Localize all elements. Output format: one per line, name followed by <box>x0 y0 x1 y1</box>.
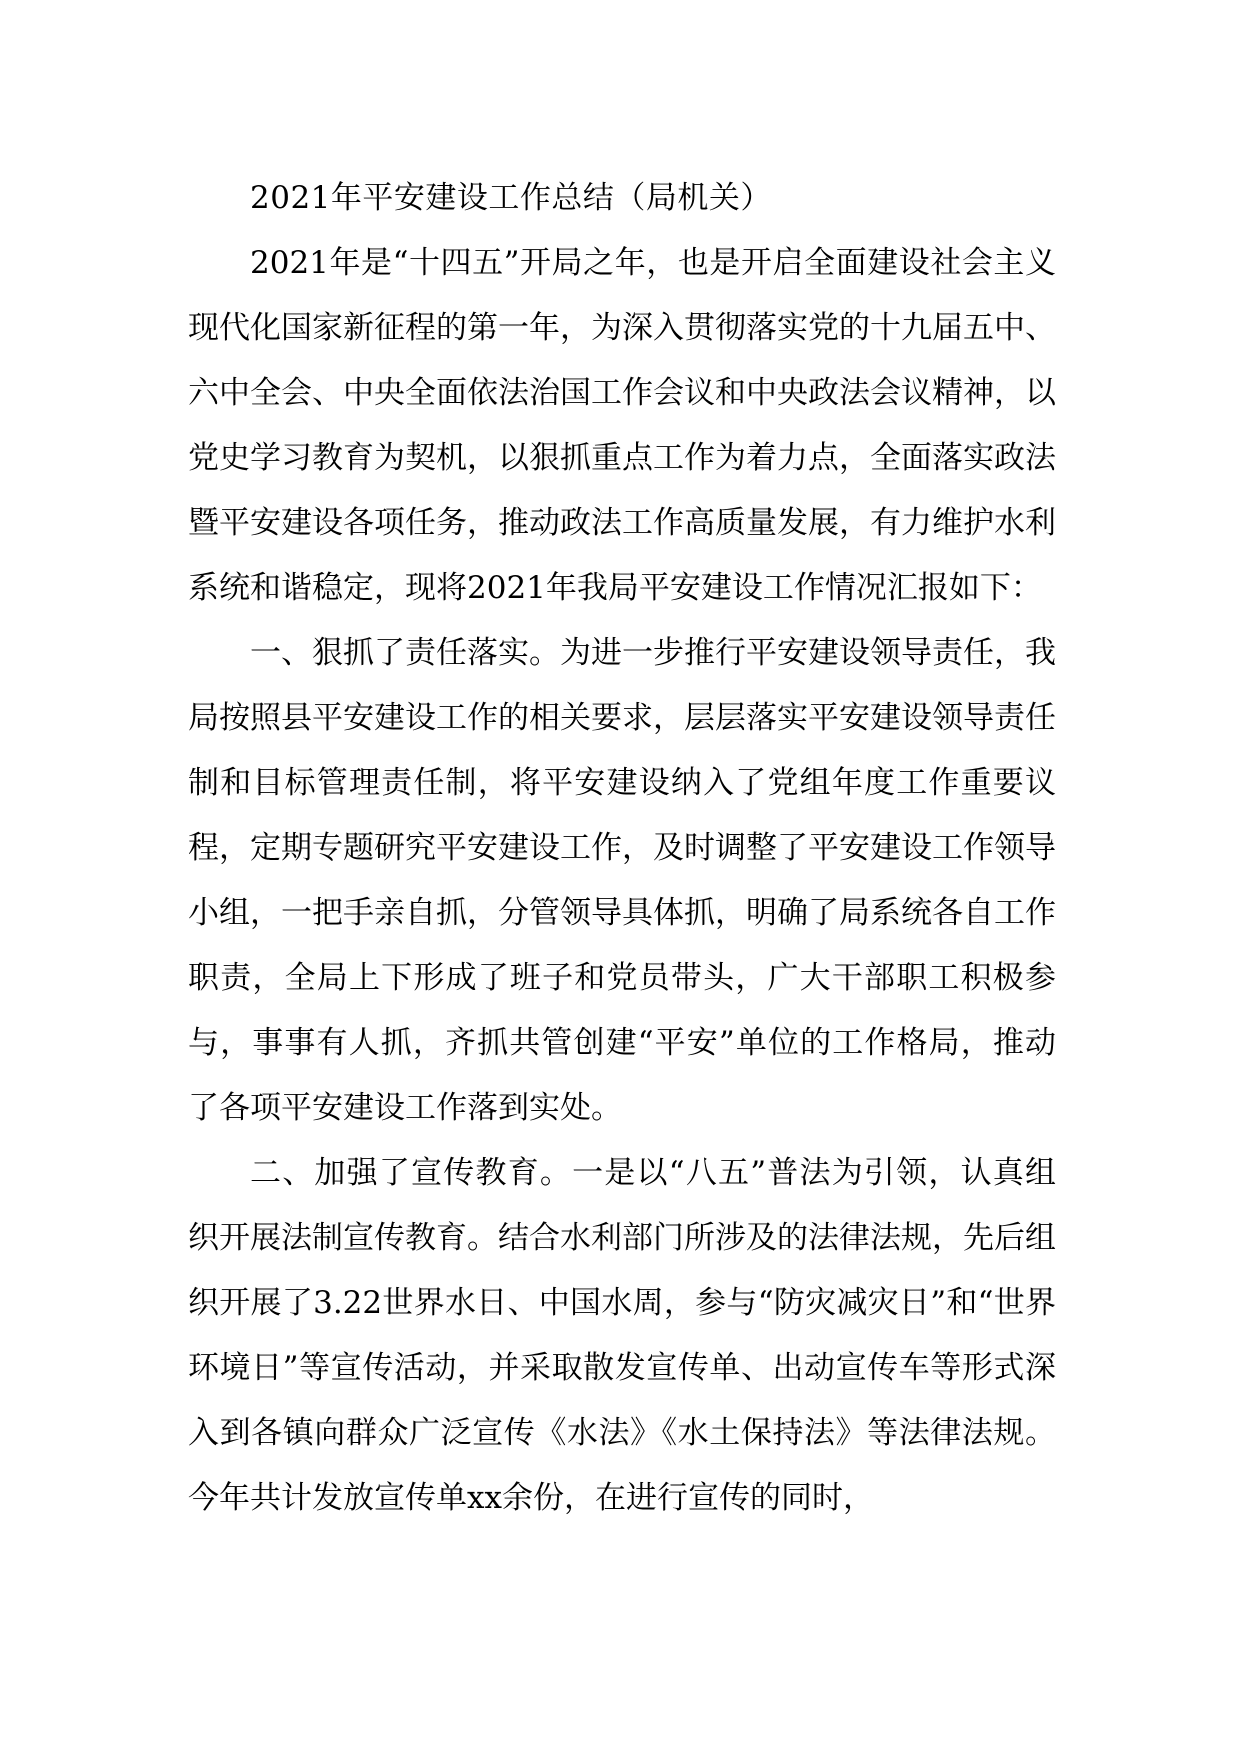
paragraph-responsibility: 一、狠抓了责任落实。为进一步推行平安建设领导责任，我局按照县平安建设工作的相关要求，层层落实平安建设领导责任制和目标管理责任制，将平安建设纳入了党组年度工作重要议程，定期专题研究平安建设工作，及时调整了平安建设工作领导小组，一把手亲自抓，分管领导具体抓，明确了局系统各自工作职责，全局上下形成了班子和党员带头，广大干部职工积极参与，事事有人抓，齐抓共管创建“平安”单位的工作格局，推动了各项平安建设工作落到实处。 <box>188 635 1056 1126</box>
document-body <box>188 166 1056 1531</box>
document-title: 2021年平安建设工作总结（局机关） <box>250 180 772 216</box>
paragraph-intro: 2021年是“十四五”开局之年，也是开启全面建设社会主义现代化国家新征程的第一年，为深入贯彻落实党的十九届五中、六中全会、中央全面依法治国工作会议和中央政法会议精神，以党史学习教育为契机，以狠抓重点工作为着力点，全面落实政法暨平安建设各项任务，推动政法工作高质量发展，有力维护水利系统和谐稳定，现将2021年我局平安建设工作情况汇报如下： <box>188 245 1056 606</box>
paragraph-publicity: 二、加强了宣传教育。一是以“八五”普法为引领，认真组织开展法制宣传教育。结合水利部门所涉及的法律法规，先后组织开展了3.22世界水日、中国水周，参与“防灾减灾日”和“世界环境日”等宣传活动，并采取散发宣传单、出动宣传车等形式深入到各镇向群众广泛宣传《水法》《水土保持法》等法律法规。今年共计发放宣传单xx余份，在进行宣传的同时， <box>188 1155 1056 1516</box>
